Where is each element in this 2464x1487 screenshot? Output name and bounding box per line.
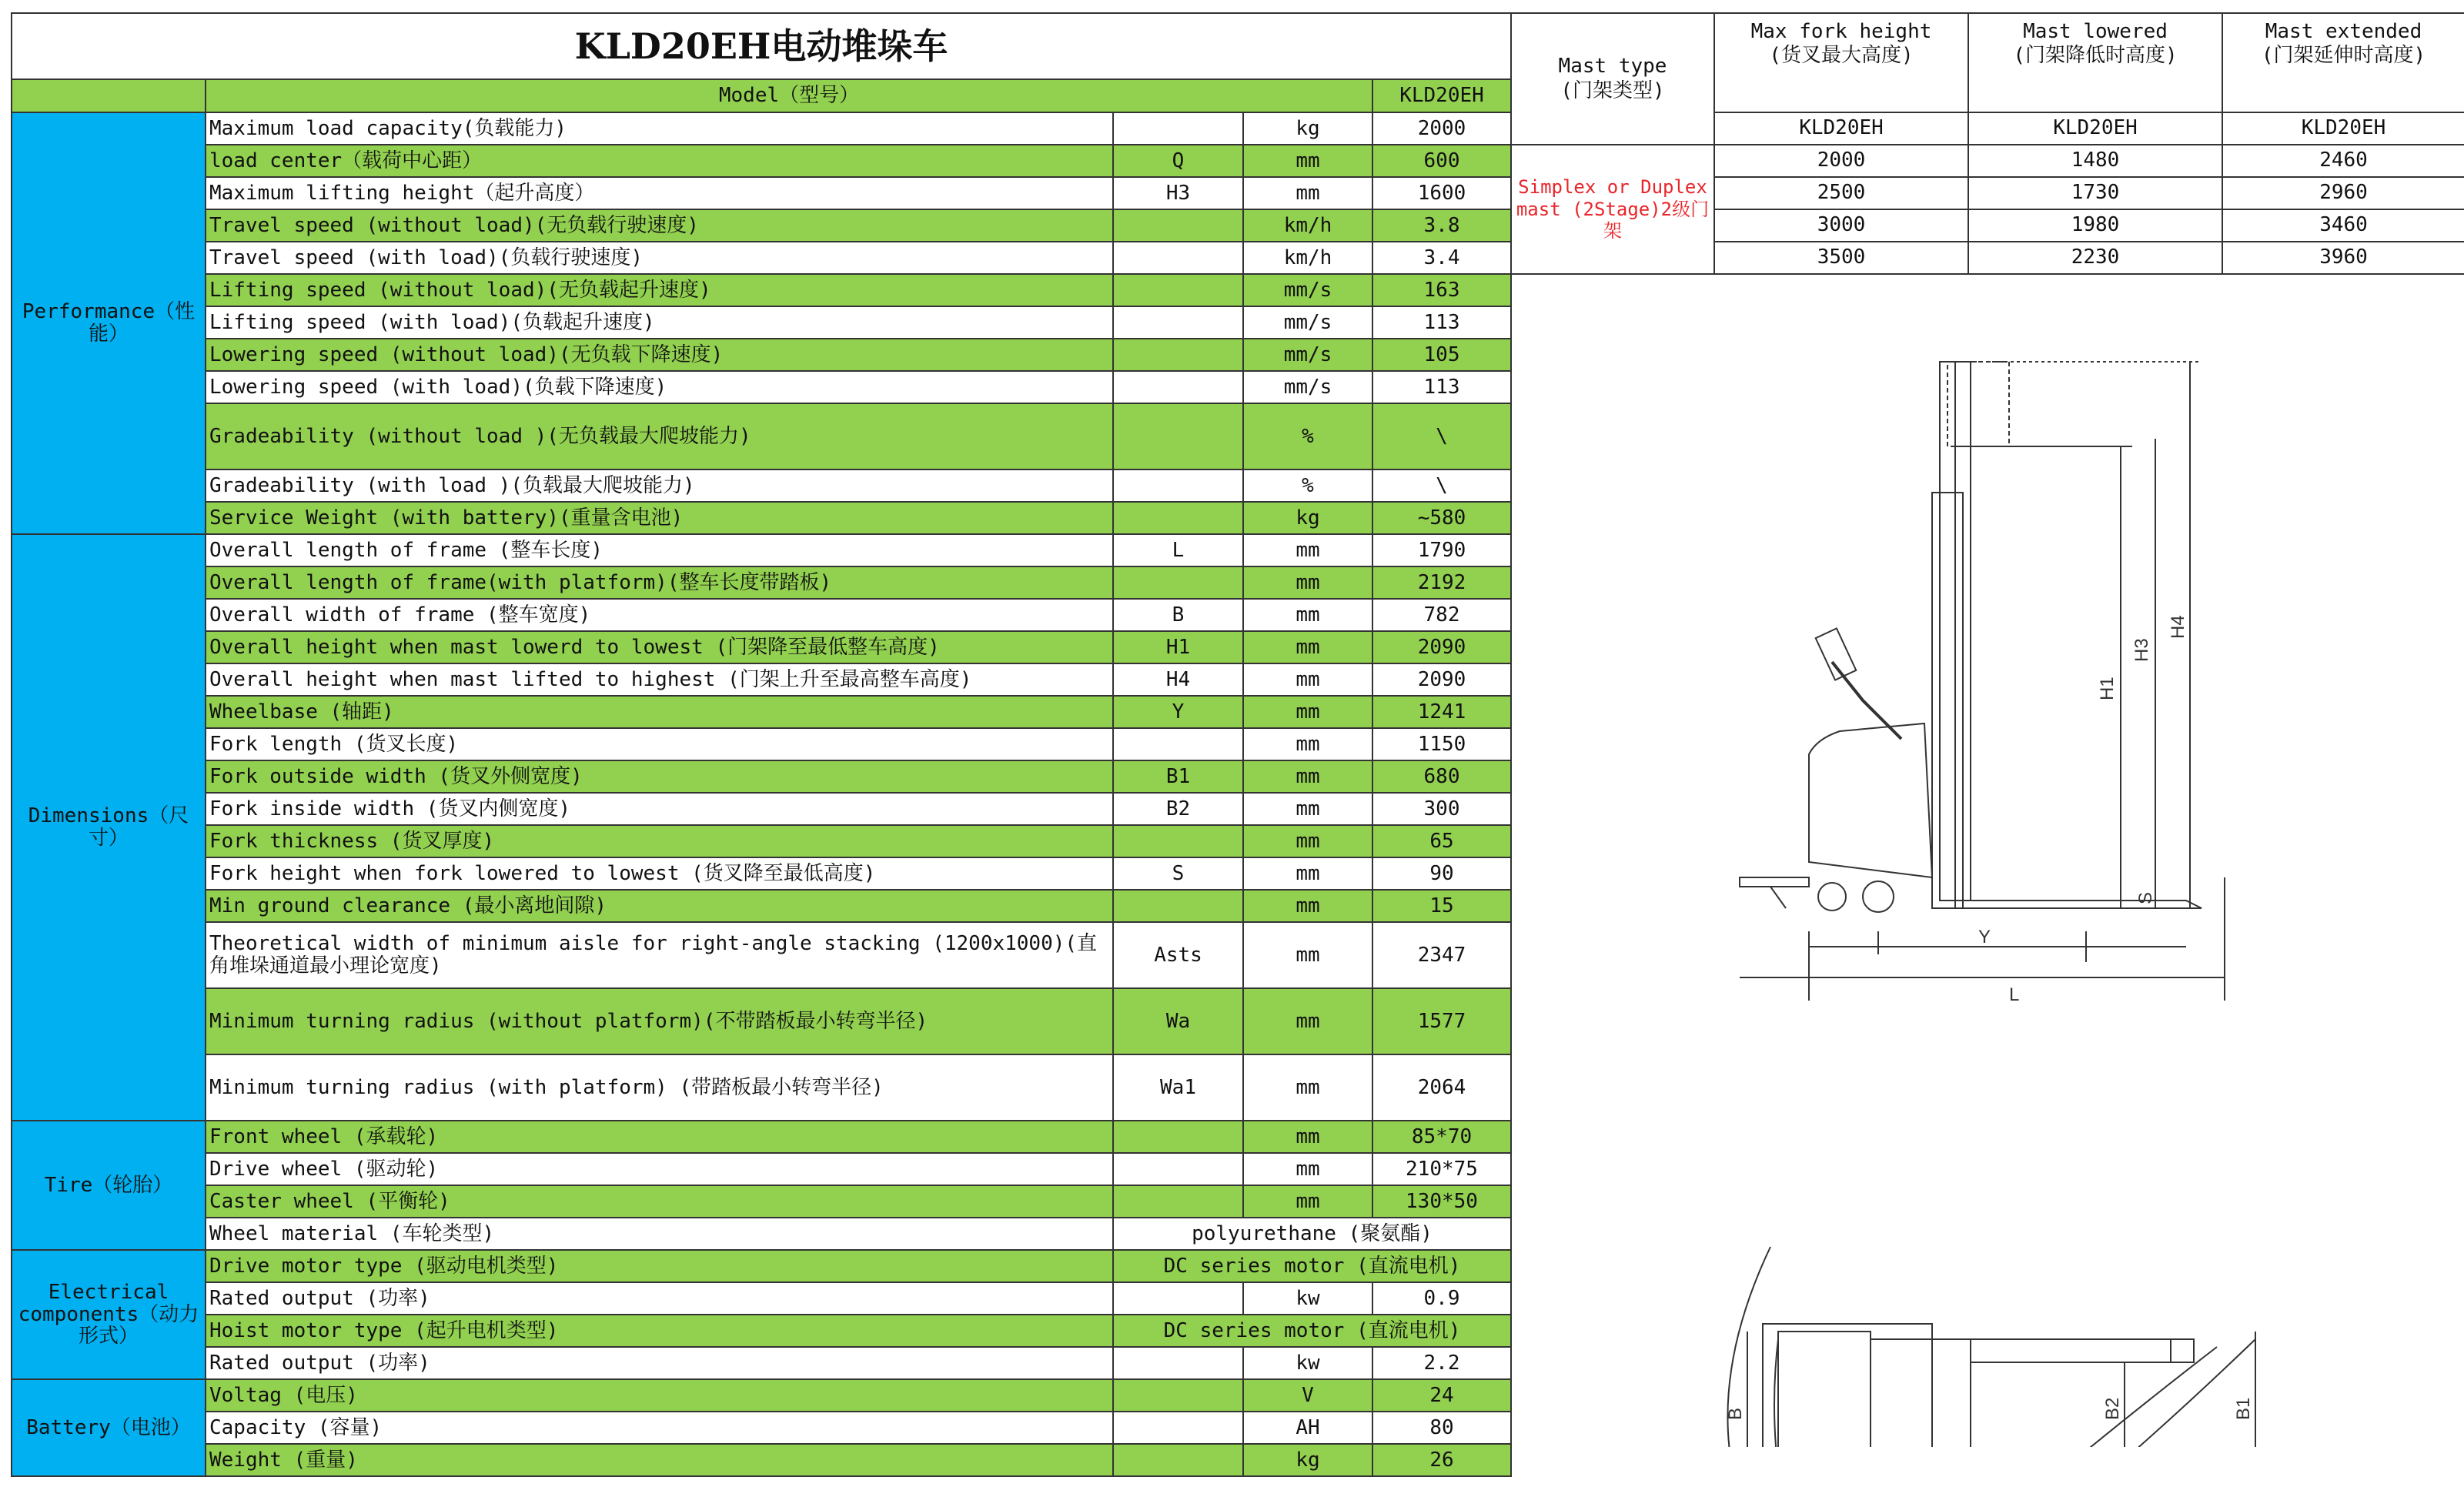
spec-code: B2 [1113, 793, 1243, 825]
spec-value: 2000 [1372, 112, 1511, 145]
spec-unit: % [1243, 469, 1372, 502]
spec-unit: mm [1243, 566, 1372, 599]
spec-code [1113, 728, 1243, 760]
spec-row [12, 112, 1511, 145]
label-b2: B2 [2102, 1397, 2123, 1420]
spec-name: Minimum turning radius (without platform)(不带踏板最小转弯半径) [206, 988, 1113, 1054]
label-h1: H1 [2097, 677, 2118, 700]
spec-unit: mm [1243, 1185, 1372, 1218]
spec-unit: mm [1243, 534, 1372, 566]
spec-code [1113, 1121, 1243, 1153]
spec-name: Lowering speed (with load)(负载下降速度) [206, 371, 1113, 403]
page-title: KLD20EH电动堆垛车 [12, 13, 1511, 79]
spec-value: 680 [1372, 760, 1511, 793]
spec-row [12, 177, 1511, 209]
spec-unit: AH [1243, 1412, 1372, 1444]
spec-name: Overall height when mast lifted to highest (门架上升至最高整车高度) [206, 663, 1113, 696]
spec-name: Fork thickness (货叉厚度) [206, 825, 1113, 857]
category-tire: Tire（轮胎） [12, 1121, 206, 1250]
spec-code [1113, 274, 1243, 306]
spec-row [12, 502, 1511, 534]
spec-value: 80 [1372, 1412, 1511, 1444]
spec-name: Lifting speed (without load)(无负载起升速度) [206, 274, 1113, 306]
mast-cell: 3500 [1714, 242, 1968, 274]
spec-name: Rated output (功率) [206, 1347, 1113, 1379]
spec-value: 1241 [1372, 696, 1511, 728]
spec-code: Q [1113, 145, 1243, 177]
spec-value: 85*70 [1372, 1121, 1511, 1153]
spec-value: 24 [1372, 1379, 1511, 1412]
spec-unit: mm [1243, 728, 1372, 760]
spec-value: \ [1372, 469, 1511, 502]
spec-name: Gradeability (with load )(负载最大爬坡能力) [206, 469, 1113, 502]
spec-unit: V [1243, 1379, 1372, 1412]
spec-unit: mm [1243, 922, 1372, 988]
spec-value: 3.8 [1372, 209, 1511, 242]
category-performance: Performance（性能） [12, 112, 206, 534]
spec-value: 113 [1372, 371, 1511, 403]
spec-row [12, 631, 1511, 663]
spec-value: 600 [1372, 145, 1511, 177]
spec-value: 2064 [1372, 1054, 1511, 1121]
spec-row [12, 145, 1511, 177]
spec-row [12, 469, 1511, 502]
mast-cell: 1480 [1968, 145, 2222, 177]
spec-code [1113, 1444, 1243, 1476]
spec-row [12, 566, 1511, 599]
label-h3: H3 [2131, 638, 2152, 662]
spec-value: 0.9 [1372, 1282, 1511, 1315]
spec-name: Overall length of frame (整车长度) [206, 534, 1113, 566]
mast-cell: 2230 [1968, 242, 2222, 274]
spec-row [12, 922, 1511, 988]
mast-cell: 3460 [2222, 209, 2464, 242]
spec-code [1113, 371, 1243, 403]
spec-value: 163 [1372, 274, 1511, 306]
spec-value: 2.2 [1372, 1347, 1511, 1379]
spec-value: 113 [1372, 306, 1511, 339]
spec-name: Caster wheel (平衡轮) [206, 1185, 1113, 1218]
spec-value: 2090 [1372, 631, 1511, 663]
spec-code: Y [1113, 696, 1243, 728]
spec-code [1113, 339, 1243, 371]
mast-header-max-fork: Max fork height (货叉最大高度) [1714, 13, 1968, 112]
spec-unit: mm [1243, 1121, 1372, 1153]
spec-value: 210*75 [1372, 1153, 1511, 1185]
spec-name: Fork inside width (货叉内侧宽度) [206, 793, 1113, 825]
spec-value: 65 [1372, 825, 1511, 857]
mast-cell: 3000 [1714, 209, 1968, 242]
spec-code [1113, 306, 1243, 339]
spec-row [12, 403, 1511, 469]
mast-header-type: Mast type (门架类型) [1511, 13, 1714, 145]
spec-code: B [1113, 599, 1243, 631]
spec-row [12, 242, 1511, 274]
mast-model: KLD20EH [1714, 112, 1968, 145]
spec-code: H3 [1113, 177, 1243, 209]
spec-row [12, 209, 1511, 242]
spec-row [12, 793, 1511, 825]
spec-name: Service Weight (with battery)(重量含电池) [206, 502, 1113, 534]
mast-model: KLD20EH [2222, 112, 2464, 145]
spec-code [1113, 403, 1243, 469]
label-l: L [2009, 984, 2020, 1005]
spec-name: Maximum load capacity(负载能力) [206, 112, 1113, 145]
spec-code: L [1113, 534, 1243, 566]
spec-value: 26 [1372, 1444, 1511, 1476]
spec-value: 90 [1372, 857, 1511, 890]
spec-value: 1150 [1372, 728, 1511, 760]
top-view-drawing [1727, 1247, 2255, 1447]
spec-row [12, 1250, 1511, 1282]
spec-code: Wa1 [1113, 1054, 1243, 1121]
spec-unit: mm [1243, 1153, 1372, 1185]
spec-name: Fork length (货叉长度) [206, 728, 1113, 760]
spec-name: Voltag (电压) [206, 1379, 1113, 1412]
spec-row [12, 857, 1511, 890]
spec-code [1113, 825, 1243, 857]
category-electrical: Electrical components（动力形式） [12, 1250, 206, 1379]
spec-unit: mm/s [1243, 274, 1372, 306]
spec-code [1113, 1347, 1243, 1379]
mast-header-lowered: Mast lowered (门架降低时高度) [1968, 13, 2222, 112]
spec-code: S [1113, 857, 1243, 890]
spec-value: 3.4 [1372, 242, 1511, 274]
spec-code [1113, 469, 1243, 502]
spec-name: load center（载荷中心距） [206, 145, 1113, 177]
label-b: B [1725, 1407, 1746, 1420]
spec-row [12, 988, 1511, 1054]
spec-name: Hoist motor type (起升电机类型) [206, 1315, 1113, 1347]
spec-name: Drive motor type (驱动电机类型) [206, 1250, 1113, 1282]
spec-merged-value: DC series motor (直流电机) [1113, 1315, 1511, 1347]
spec-value: 105 [1372, 339, 1511, 371]
spec-merged-value: polyurethane (聚氨酯) [1113, 1218, 1511, 1250]
spec-row [12, 339, 1511, 371]
spec-row [12, 1347, 1511, 1379]
spec-row [12, 825, 1511, 857]
spec-name: Theoretical width of minimum aisle for right-angle stacking (1200x1000)(直角堆垛通道最小理论宽度) [206, 922, 1113, 988]
mast-cell: 1980 [1968, 209, 2222, 242]
spec-row [12, 696, 1511, 728]
spec-row [12, 1218, 1511, 1250]
spec-name: Overall length of frame(with platform)(整车长度带踏板) [206, 566, 1113, 599]
spec-row [12, 890, 1511, 922]
spec-code [1113, 1379, 1243, 1412]
spec-code [1113, 242, 1243, 274]
spec-unit: mm [1243, 145, 1372, 177]
technical-drawings [1724, 339, 2417, 1447]
spec-name: Wheel material (车轮类型) [206, 1218, 1113, 1250]
spec-code [1113, 209, 1243, 242]
spec-row [12, 760, 1511, 793]
spec-unit: mm/s [1243, 339, 1372, 371]
mast-model: KLD20EH [1968, 112, 2222, 145]
mast-cell: 2460 [2222, 145, 2464, 177]
spec-row [12, 1054, 1511, 1121]
spec-value: 1577 [1372, 988, 1511, 1054]
spec-value: 130*50 [1372, 1185, 1511, 1218]
spec-unit: kg [1243, 1444, 1372, 1476]
spec-row [12, 728, 1511, 760]
spec-unit: % [1243, 403, 1372, 469]
spec-row [12, 306, 1511, 339]
spec-unit: mm [1243, 631, 1372, 663]
spec-code [1113, 890, 1243, 922]
spec-name: Lowering speed (without load)(无负载下降速度) [206, 339, 1113, 371]
label-y: Y [1978, 927, 1991, 947]
spec-unit: mm [1243, 1054, 1372, 1121]
mast-header-extended: Mast extended (门架延伸时高度) [2222, 13, 2464, 112]
spec-name: Min ground clearance (最小离地间隙) [206, 890, 1113, 922]
model-label: Model（型号） [206, 79, 1372, 112]
spec-row [12, 371, 1511, 403]
spec-unit: mm [1243, 825, 1372, 857]
spec-table [11, 12, 1512, 1477]
spec-name: Lifting speed (with load)(负载起升速度) [206, 306, 1113, 339]
spec-unit: mm [1243, 696, 1372, 728]
spec-row [12, 1185, 1511, 1218]
spec-name: Overall height when mast lowerd to lowest (门架降至最低整车高度) [206, 631, 1113, 663]
spec-unit: kg [1243, 112, 1372, 145]
spec-row [12, 1282, 1511, 1315]
mast-cell: 3960 [2222, 242, 2464, 274]
spec-unit: mm/s [1243, 371, 1372, 403]
spec-row [12, 1153, 1511, 1185]
spec-merged-value: DC series motor (直流电机) [1113, 1250, 1511, 1282]
spec-name: Weight (重量) [206, 1444, 1113, 1476]
spec-row [12, 663, 1511, 696]
spec-value: 782 [1372, 599, 1511, 631]
spec-name: Travel speed (without load)(无负载行驶速度) [206, 209, 1113, 242]
spec-unit: km/h [1243, 209, 1372, 242]
spec-unit: kw [1243, 1347, 1372, 1379]
spec-unit: kg [1243, 502, 1372, 534]
spec-code: B1 [1113, 760, 1243, 793]
spec-row [12, 534, 1511, 566]
spec-row [12, 1444, 1511, 1476]
category-battery: Battery（电池） [12, 1379, 206, 1476]
spec-name: Front wheel (承载轮) [206, 1121, 1113, 1153]
spec-row [12, 1315, 1511, 1347]
spec-name: Maximum lifting height（起升高度） [206, 177, 1113, 209]
spec-unit: mm [1243, 793, 1372, 825]
spec-code: Asts [1113, 922, 1243, 988]
spec-value: 1790 [1372, 534, 1511, 566]
mast-cell: 2500 [1714, 177, 1968, 209]
spec-code: H1 [1113, 631, 1243, 663]
spec-code: H4 [1113, 663, 1243, 696]
spec-row [12, 274, 1511, 306]
spec-value: 2090 [1372, 663, 1511, 696]
label-s: S [2135, 891, 2156, 904]
spec-row [12, 1412, 1511, 1444]
mast-cell: 2960 [2222, 177, 2464, 209]
spec-unit: mm [1243, 857, 1372, 890]
spec-value: 300 [1372, 793, 1511, 825]
spec-row [12, 1121, 1511, 1153]
spec-unit: mm [1243, 760, 1372, 793]
spec-row [12, 1379, 1511, 1412]
spec-code [1113, 1153, 1243, 1185]
mast-cell: 1730 [1968, 177, 2222, 209]
spec-name: Fork outside width (货叉外侧宽度) [206, 760, 1113, 793]
spec-unit: mm [1243, 890, 1372, 922]
spec-code [1113, 566, 1243, 599]
spec-code [1113, 112, 1243, 145]
label-h4: H4 [2168, 615, 2188, 639]
spec-name: Overall width of frame (整车宽度) [206, 599, 1113, 631]
label-b1: B1 [2233, 1397, 2254, 1420]
spec-row [12, 599, 1511, 631]
mast-table [1510, 12, 2464, 275]
spec-code [1113, 1282, 1243, 1315]
spec-value: ~580 [1372, 502, 1511, 534]
spec-value: 15 [1372, 890, 1511, 922]
spec-name: Gradeability (without load )(无负载最大爬坡能力) [206, 403, 1113, 469]
spec-unit: mm [1243, 988, 1372, 1054]
spec-unit: mm [1243, 663, 1372, 696]
spec-unit: mm/s [1243, 306, 1372, 339]
mast-cell: 2000 [1714, 145, 1968, 177]
spec-name: Fork height when fork lowered to lowest (货叉降至最低高度) [206, 857, 1113, 890]
spec-name: Minimum turning radius (with platform) (带踏板最小转弯半径) [206, 1054, 1113, 1121]
spec-unit: mm [1243, 177, 1372, 209]
spec-code [1113, 1412, 1243, 1444]
category-dimensions: Dimensions（尺寸） [12, 534, 206, 1121]
spec-unit: kw [1243, 1282, 1372, 1315]
mast-type-label: Simplex or Duplex mast (2Stage)2级门架 [1511, 145, 1714, 274]
spec-value: \ [1372, 403, 1511, 469]
spec-name: Travel speed (with load)(负载行驶速度) [206, 242, 1113, 274]
model-value: KLD20EH [1372, 79, 1511, 112]
spec-code [1113, 1185, 1243, 1218]
spec-value: 2192 [1372, 566, 1511, 599]
spec-name: Drive wheel (驱动轮) [206, 1153, 1113, 1185]
spec-code [1113, 502, 1243, 534]
spec-unit: km/h [1243, 242, 1372, 274]
spec-code: Wa [1113, 988, 1243, 1054]
spec-value: 1600 [1372, 177, 1511, 209]
spec-name: Capacity (容量) [206, 1412, 1113, 1444]
spec-value: 2347 [1372, 922, 1511, 988]
drawing-labels [1725, 615, 2254, 1447]
spec-name: Rated output (功率) [206, 1282, 1113, 1315]
spec-name: Wheelbase (轴距) [206, 696, 1113, 728]
spec-unit: mm [1243, 599, 1372, 631]
